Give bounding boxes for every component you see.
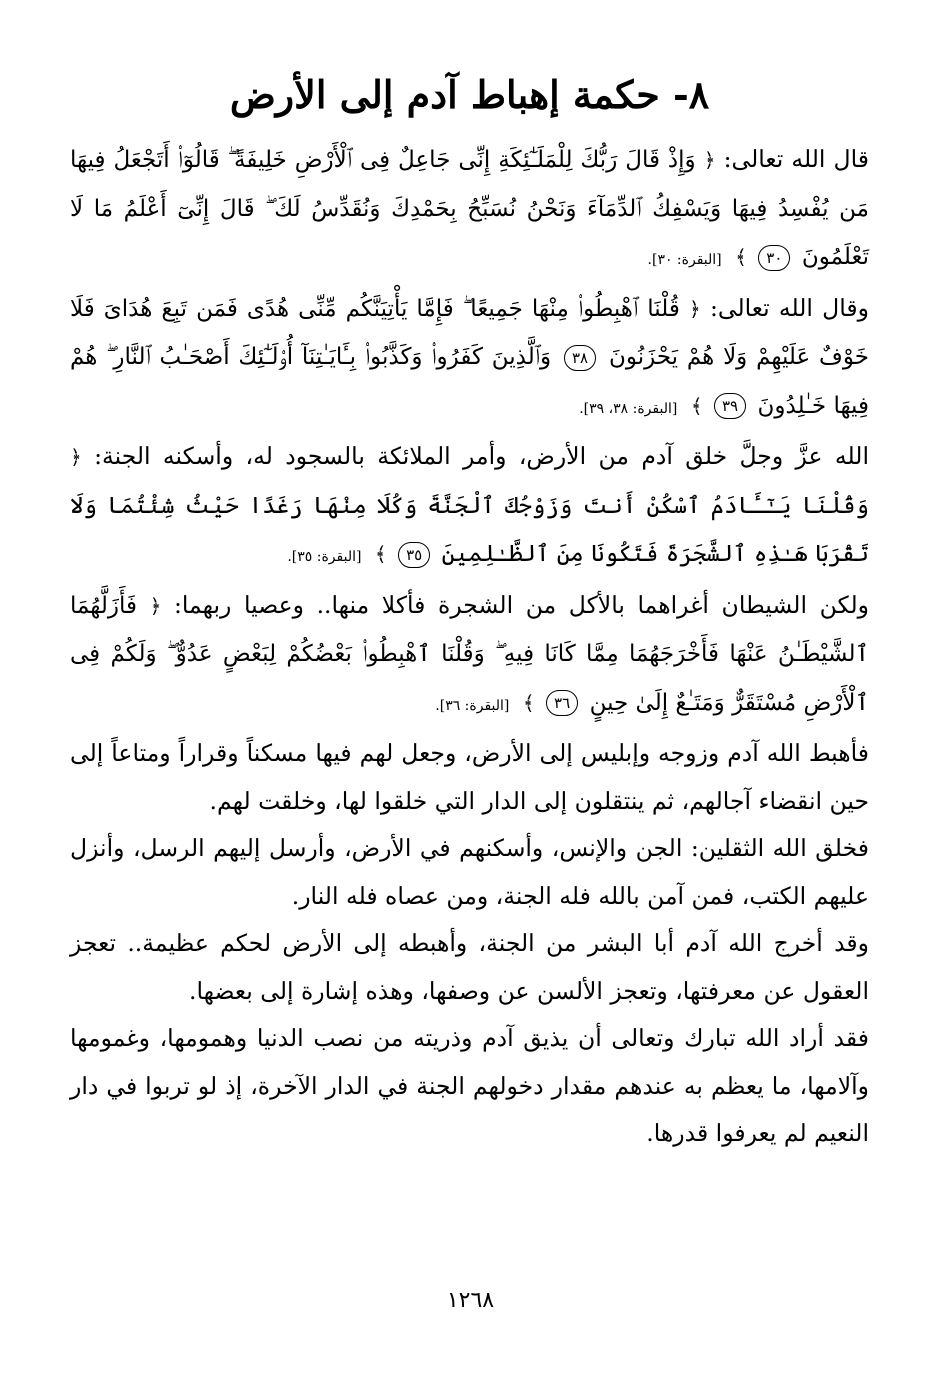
surah-reference: [البقرة: ٣٦].	[435, 697, 510, 714]
ayah-number-marker: ٣٨	[564, 345, 596, 371]
surah-reference: [البقرة: ٣٨، ٣٩].	[579, 400, 678, 417]
paragraph-3	[70, 433, 869, 582]
surah-reference: [البقرة: ٣٠].	[647, 252, 722, 268]
quran-close-bracket: ﴾	[735, 245, 747, 269]
paragraph-7: وقد أخرج الله آدم أبا البشر من الجنة، وأهبطه إلى الأرض لحكم عظيمة.. تعجز العقول عن معرفتها، وتعجز الألسن عن وصفها، وهذه إشارة إلى بعضها.	[70, 929, 869, 1005]
quran-verse: وَٱلَّذِينَ كَفَرُوا۟ وَكَذَّبُوا۟ بِـَٔايَـٰتِنَآ أُو۟لَـٰٓئِكَ أَصْحَـٰبُ ٱلنَّارِ ۖ هُمْ فِيهَا خَـٰلِدُونَ	[70, 344, 869, 419]
paragraph-1	[70, 136, 869, 285]
ayah-number-marker: ٣٥	[398, 542, 430, 568]
surah-reference: [البقرة: ٣٥].	[287, 549, 362, 565]
quran-close-bracket: ﴾	[374, 542, 387, 566]
paragraph-4	[70, 582, 869, 731]
intro-text: ولكن الشيطان أغراهما بالأكل من الشجرة فأكلا منها.. وعصيا ربهما:	[161, 590, 869, 619]
paragraph-8: فقد أراد الله تبارك وتعالى أن يذيق آدم وذريته من نصب الدنيا وهمومها، وغمومها وآلامها، ما يعظم به عندهم مقدار دخولهم الجنة في الدار الآخرة، إذ لو تربوا في دار النعيم لم يعرفوا قدرها.	[70, 1024, 869, 1147]
ayah-number-marker: ٣٠	[758, 245, 790, 271]
paragraph-5: فأهبط الله آدم وزوجه وإبليس إلى الأرض، وجعل لهم فيها مسكناً وقراراً ومتاعاً إلى حين انقضاء آجالهم، ثم ينتقلون إلى الدار التي خلقوا لها، وخلقت لهم.	[70, 739, 869, 815]
ayah-number-marker: ٣٦	[546, 690, 578, 716]
quran-open-bracket: ﴿	[689, 296, 701, 321]
page-title: ٨- حكمة إهباط آدم إلى الأرض	[229, 72, 710, 117]
paragraph-2	[70, 285, 869, 434]
quran-verse: قُلْنَا ٱهْبِطُوا۟ مِنْهَا جَمِيعًا ۖ فَإِمَّا يَأْتِيَنَّكُم مِّنِّى هُدًى فَمَن تَبِعَ هُدَاىَ فَلَا خَوْفٌ عَلَيْهِمْ وَلَا هُمْ يَحْزَنُونَ	[70, 295, 869, 370]
quran-verse: وَقُلْنَا يَـٰٓـَٔادَمُ ٱسْكُنْ أَنتَ وَزَوْجُكَ ٱلْجَنَّةَ وَكُلَا مِنْهَا رَغَدًا حَيْثُ شِئْتُمَا وَلَا تَقْرَبَا هَـٰذِهِ ٱلشَّجَرَةَ فَتَكُونَا مِنَ ٱلظَّـٰلِمِينَ	[70, 492, 869, 567]
quran-close-bracket: ﴾	[522, 690, 535, 715]
quran-open-bracket: ﴿	[703, 148, 716, 172]
ayah-number-marker: ٣٩	[714, 393, 746, 419]
intro-text: قال الله تعالى:	[715, 145, 869, 173]
quran-open-bracket: ﴿	[70, 445, 82, 469]
intro-text: الله عزَّ وجلَّ خلق آدم من الأرض، وأمر الملائكة بالسجود له، وأسكنه الجنة:	[81, 442, 869, 470]
quran-verse: فَأَزَلَّهُمَا ٱلشَّيْطَـٰنُ عَنْهَا فَأَخْرَجَهُمَا مِمَّا كَانَا فِيهِ ۖ وَقُلْنَا ٱهْبِطُوا۟ بَعْضُكُمْ لِبَعْضٍ عَدُوٌّ ۖ وَلَكُمْ فِى ٱلْأَرْضِ مُسْتَقَرٌّ وَمَتَـٰعٌ إِلَىٰ حِينٍ	[70, 592, 869, 716]
quran-open-bracket: ﴿	[149, 593, 162, 618]
paragraph-6: فخلق الله الثقلين: الجن والإنس، وأسكنهم في الأرض، وأرسل إليهم الرسل، وأنزل عليهم الكتب، فمن آمن بالله فله الجنة، ومن عصاه فله النار.	[70, 834, 869, 910]
intro-text: وقال الله تعالى:	[700, 293, 869, 322]
quran-verse: وَإِذْ قَالَ رَبُّكَ لِلْمَلَـٰٓئِكَةِ إِنِّى جَاعِلٌ فِى ٱلْأَرْضِ خَلِيفَةً ۖ قَالُوٓا۟ أَتَجْعَلُ فِيهَا مَن يُفْسِدُ فِيهَا وَيَسْفِكُ ٱلدِّمَآءَ وَنَحْنُ نُسَبِّحُ بِحَمْدِكَ وَنُقَدِّسُ لَكَ ۖ قَالَ إِنِّىٓ أَعْلَمُ مَا لَا تَعْلَمُونَ	[70, 147, 869, 270]
quran-close-bracket: ﴾	[690, 393, 703, 418]
page-number: ١٢٦٨	[446, 1288, 495, 1313]
